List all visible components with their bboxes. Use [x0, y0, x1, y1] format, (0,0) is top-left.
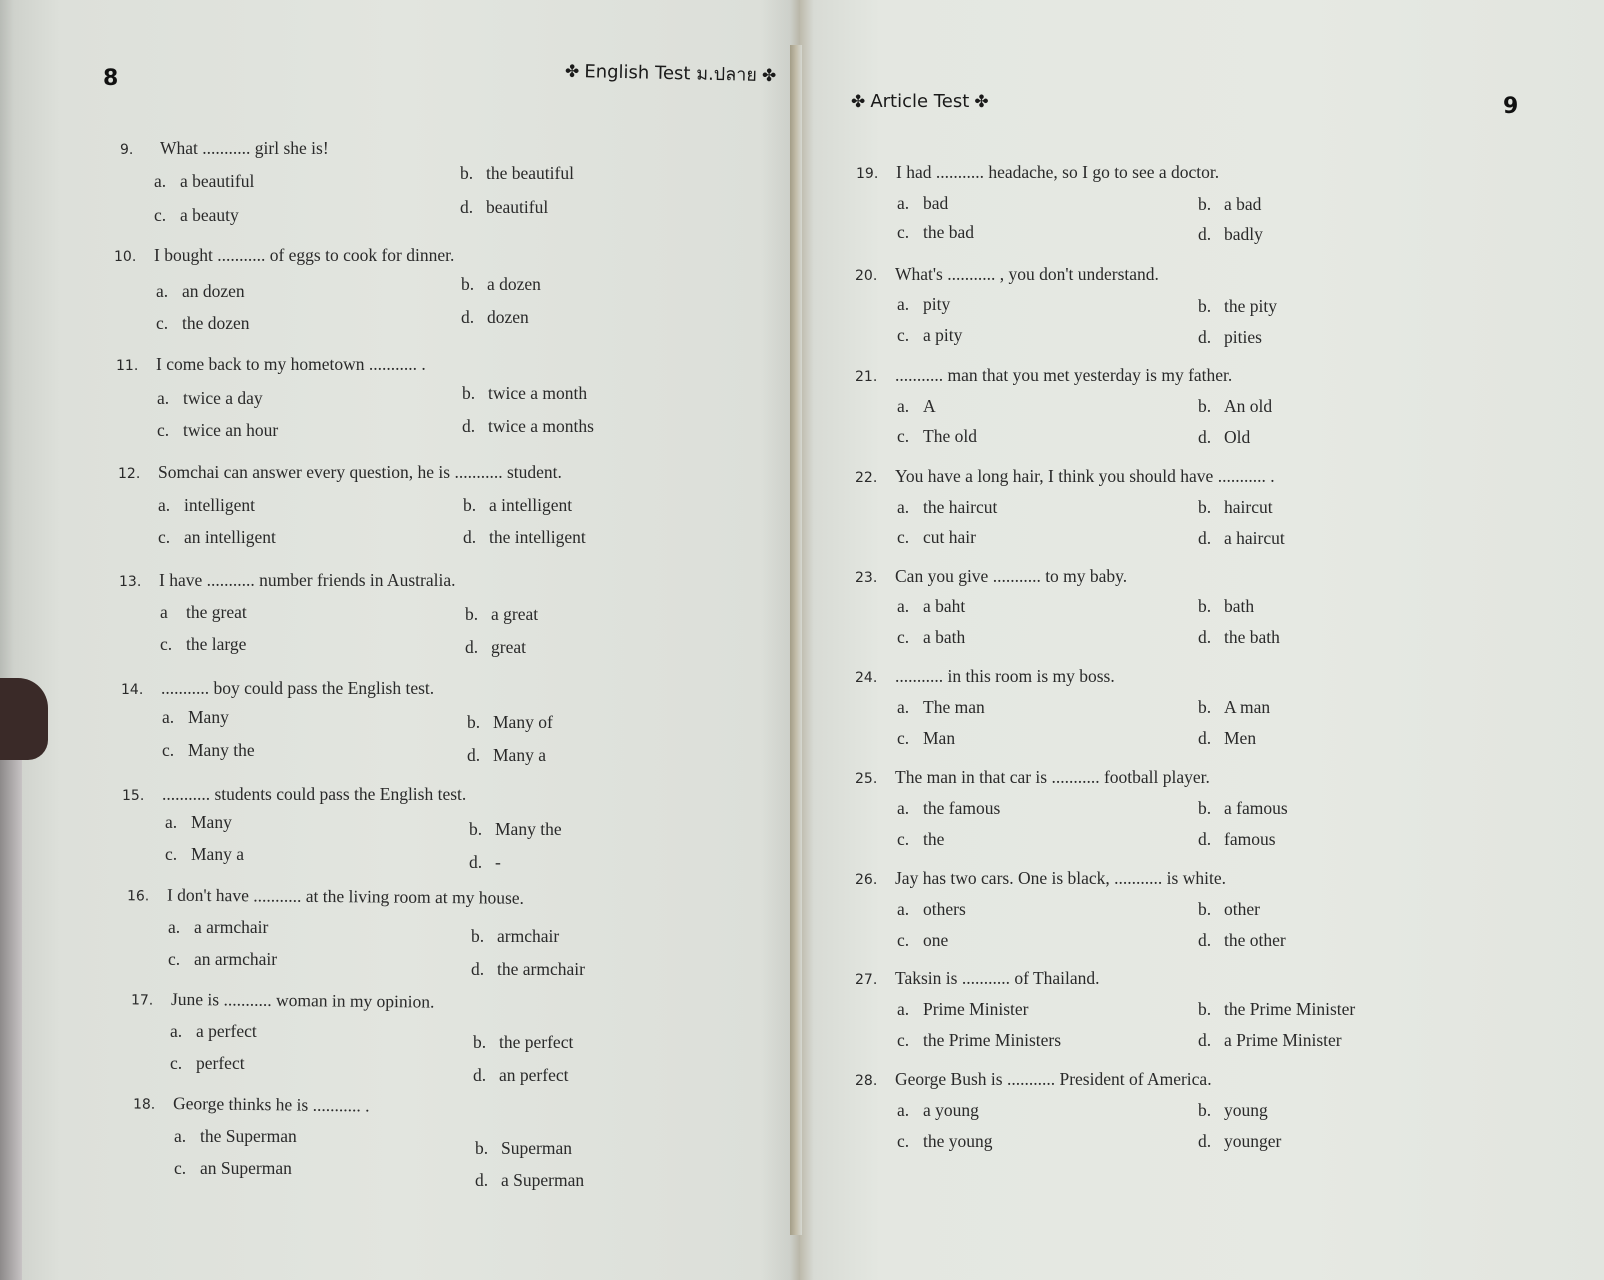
option-a[interactable]: a. a beautiful [154, 171, 255, 191]
option-b[interactable]: b. a bad [1198, 194, 1262, 214]
option-c[interactable]: c. an Superman [174, 1158, 292, 1178]
question-13: 13. I have ........... number friends in Australia. [119, 570, 456, 590]
option-d[interactable]: d. a Prime Minister [1198, 1030, 1342, 1050]
option-b[interactable]: b. bath [1198, 596, 1255, 616]
option-d[interactable]: d. famous [1198, 829, 1276, 849]
option-b[interactable]: b. young [1198, 1100, 1268, 1120]
option-c[interactable]: c. the dozen [156, 313, 250, 333]
question-12: 12. Somchai can answer every question, he is ........... student. [118, 462, 562, 482]
option-b[interactable]: b. An old [1198, 396, 1273, 416]
page-edge-shadow [0, 760, 22, 1280]
question-11: 11. I come back to my hometown ........... . [116, 354, 426, 374]
option-b[interactable]: b. twice a month [462, 383, 588, 403]
option-d[interactable]: d. dozen [461, 307, 529, 327]
question-9: 9. What ........... girl she is! [120, 138, 329, 158]
option-b[interactable]: b. the beautiful [460, 163, 574, 183]
option-a[interactable]: a. Many [162, 707, 229, 727]
page-header-left [565, 56, 777, 89]
option-d[interactable]: d. a haircut [1198, 528, 1285, 548]
question-26: 26. Jay has two cars. One is black, ........... is white. [855, 868, 1226, 888]
option-b[interactable]: b. Many of [467, 712, 553, 732]
question-23: 23. Can you give ........... to my baby. [855, 566, 1128, 586]
option-d[interactable]: d. the armchair [471, 959, 585, 979]
question-25: 25. The man in that car is ........... football player. [855, 767, 1210, 787]
option-c[interactable]: c. the young [897, 1131, 993, 1151]
option-c[interactable]: c. the bad [897, 222, 975, 242]
option-a[interactable]: a. pity [897, 294, 951, 314]
option-c[interactable]: c. one [897, 930, 949, 950]
option-d[interactable]: d. Old [1198, 427, 1251, 447]
option-b[interactable]: b. A man [1198, 697, 1271, 717]
option-c[interactable]: c. perfect [170, 1053, 245, 1073]
question-19: 19. I had ........... headache, so I go to see a doctor. [856, 162, 1220, 182]
option-a[interactable]: a the great [160, 602, 247, 622]
option-a[interactable]: a. bad [897, 193, 949, 213]
option-c[interactable]: c. an intelligent [158, 527, 276, 547]
question-10: 10. I bought ........... of eggs to cook for dinner. [114, 245, 455, 265]
option-d[interactable]: d. badly [1198, 224, 1263, 244]
question-20: 20. What's ........... , you don't understand. [855, 264, 1159, 284]
option-b[interactable]: b. a great [465, 604, 539, 624]
option-d[interactable]: d. a Superman [475, 1170, 585, 1190]
question-27: 27. Taksin is ........... of Thailand. [855, 968, 1100, 988]
page-number-left: 8 [103, 66, 119, 91]
option-a[interactable]: a. Prime Minister [897, 999, 1029, 1019]
option-b[interactable]: b. the pity [1198, 296, 1277, 316]
option-c[interactable]: c. cut hair [897, 527, 976, 547]
ornament-icon: ✤ [851, 92, 866, 112]
question-17: 17. June is ........... woman in my opinion. [130, 988, 435, 1012]
ornament-icon: ✤ [974, 92, 989, 112]
option-d[interactable]: d. twice a months [462, 416, 594, 436]
option-b[interactable]: b. the perfect [473, 1032, 574, 1052]
question-16: 16. I don't have ........... at the living room at my house. [126, 884, 525, 908]
option-d[interactable]: d. younger [1198, 1131, 1282, 1151]
option-d[interactable]: d. Many a [467, 745, 546, 765]
header-title: Article Test [870, 91, 970, 112]
option-d[interactable]: d. the bath [1198, 627, 1280, 647]
question-28: 28. George Bush is ........... President of America. [855, 1069, 1212, 1089]
option-d[interactable]: d. pities [1198, 327, 1262, 347]
option-c[interactable]: c. twice an hour [157, 420, 279, 440]
option-a[interactable]: a. the Superman [174, 1126, 297, 1146]
question-14: 14. ........... boy could pass the English test. [121, 678, 435, 698]
option-b[interactable]: b. armchair [471, 926, 560, 946]
option-d[interactable]: d. great [465, 637, 526, 657]
option-d[interactable]: d. beautiful [460, 197, 549, 217]
option-d[interactable]: d. Men [1198, 728, 1257, 748]
option-d[interactable]: d. the other [1198, 930, 1286, 950]
page-stain [0, 678, 48, 760]
option-c[interactable]: c. a bath [897, 627, 966, 647]
option-c[interactable]: c. an armchair [168, 949, 278, 969]
option-a[interactable]: a. The man [897, 697, 985, 717]
option-a[interactable]: a. a perfect [170, 1021, 257, 1041]
option-a[interactable]: a. the famous [897, 798, 1001, 818]
question-22: 22. You have a long hair, I think you should have ........... . [855, 466, 1275, 486]
option-d[interactable]: d. an perfect [473, 1065, 569, 1085]
option-b[interactable]: b. other [1198, 899, 1260, 919]
option-c[interactable]: c. the Prime Ministers [897, 1030, 1062, 1050]
option-c[interactable]: c. a beauty [154, 205, 239, 225]
question-18: 18. George thinks he is ........... . [132, 1093, 370, 1116]
option-a[interactable]: a. the haircut [897, 497, 998, 517]
option-b[interactable]: b. a intelligent [463, 495, 573, 515]
option-a[interactable]: a. twice a day [157, 388, 263, 408]
option-c[interactable]: c. Many the [162, 740, 255, 760]
option-a[interactable]: a. others [897, 899, 966, 919]
book-spine [790, 45, 802, 1235]
page-number-right: 9 [1503, 94, 1519, 119]
option-c[interactable]: c. The old [897, 426, 977, 446]
ornament-icon: ✤ [564, 61, 580, 83]
option-c[interactable]: c. the large [160, 634, 247, 654]
option-a[interactable]: a. intelligent [158, 495, 255, 515]
option-a[interactable]: a. Many [165, 812, 232, 832]
option-b[interactable]: b. the Prime Minister [1198, 999, 1356, 1019]
question-21: 21. ........... man that you met yesterday is my father. [855, 365, 1233, 385]
option-a[interactable]: a. a young [897, 1100, 979, 1120]
left-page [0, 0, 800, 1280]
option-a[interactable]: a. a armchair [168, 917, 269, 937]
option-a[interactable]: a. an dozen [156, 281, 245, 301]
option-c[interactable]: c. Man [897, 728, 956, 748]
option-c[interactable]: c. Many a [165, 844, 244, 864]
option-d[interactable]: d. the intelligent [463, 527, 586, 547]
option-b[interactable]: b. a dozen [461, 274, 541, 294]
header-title: English Test ม.ปลาย [584, 61, 758, 86]
question-24: 24. ........... in this room is my boss. [855, 666, 1115, 686]
option-c[interactable]: c. a pity [897, 325, 963, 345]
ornament-icon: ✤ [761, 65, 777, 87]
option-a[interactable]: a. a baht [897, 596, 966, 616]
option-b[interactable]: b. Superman [475, 1138, 572, 1158]
option-b[interactable]: b. Many the [469, 819, 562, 839]
option-b[interactable]: b. a famous [1198, 798, 1288, 818]
page-header-right [851, 91, 989, 112]
question-15: 15. ........... students could pass the English test. [122, 784, 467, 804]
option-c[interactable]: c. the [897, 829, 945, 849]
option-d[interactable]: d. - [469, 852, 501, 872]
option-b[interactable]: b. haircut [1198, 497, 1273, 517]
option-a[interactable]: a. A [897, 396, 936, 416]
